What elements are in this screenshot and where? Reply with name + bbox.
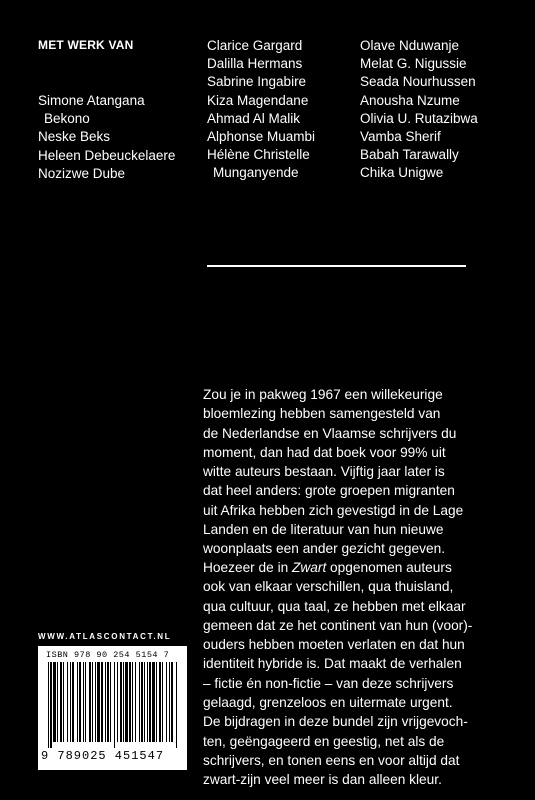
- blurb-line: gemeen dat ze het continent van hun (voor)-: [203, 617, 473, 633]
- author-name-continued: Munganyende: [213, 165, 299, 181]
- barcode-bar: [171, 662, 173, 742]
- barcode-bar: [72, 662, 74, 742]
- author-name: Neske Beks: [38, 129, 111, 145]
- blurb-line: woonplaats een ander gezicht gegeven.: [203, 541, 445, 557]
- barcode-bar: [53, 662, 56, 742]
- blurb-line: identiteit hybride is. Dat maakt de verhalen: [203, 656, 462, 672]
- blurb-line: zwart-zijn veel meer is dan alleen kleur.: [203, 772, 442, 788]
- barcode-bar: [117, 662, 118, 742]
- barcode-bar: [89, 662, 91, 742]
- barcode-bar: [135, 662, 136, 742]
- blurb-line: qua cultuur, qua taal, ze hebben met elkaar: [203, 598, 466, 614]
- author-name: Olave Nduwanje: [360, 38, 460, 53]
- blurb-line: moment, dan had dat boek voor 99% uit: [203, 444, 446, 460]
- barcode-bar: [48, 662, 49, 748]
- barcode-bar: [120, 662, 122, 742]
- authors-column-2: [207, 37, 315, 183]
- blurb-line: dat heel anders: grote groepen migranten: [203, 483, 455, 499]
- barcode-bar: [70, 662, 71, 742]
- blurb-paragraph-1: [203, 385, 478, 559]
- blurb-text: Hoezeer de in: [203, 560, 293, 575]
- barcode-block: [38, 646, 187, 770]
- barcode-bar: [107, 662, 109, 742]
- barcode-bar: [141, 662, 143, 742]
- barcode-bar: [129, 662, 131, 742]
- barcode-bar: [79, 662, 81, 742]
- author-name: Simone Atangana: [38, 93, 145, 108]
- author-name: Babah Tarawally: [360, 147, 459, 163]
- author-name: Kiza Magendane: [207, 92, 309, 108]
- barcode-bar: [162, 662, 163, 742]
- blurb-text: opgenomen auteurs: [326, 560, 452, 575]
- barcode-bar: [132, 662, 133, 742]
- author-name-continued: Bekono: [44, 111, 90, 127]
- blurb-line: – fictie én non-fictie – van deze schrijvers: [203, 675, 454, 691]
- barcode-bar: [63, 662, 64, 742]
- barcode-bar: [114, 662, 115, 748]
- blurb-line: ook van elkaar verschillen, qua thuisland,: [203, 579, 454, 595]
- blurb-line: Zou je in pakweg 1967 een willekeurige: [203, 387, 443, 402]
- barcode-bar: [97, 662, 100, 742]
- divider-rule: [207, 265, 466, 267]
- blurb-line: De bijdragen in deze bundel zijn vrijgevoch-: [203, 714, 468, 730]
- barcode-bar: [169, 662, 170, 742]
- barcode-bar: [123, 662, 124, 742]
- author-name: Melat G. Nigussie: [360, 56, 467, 72]
- barcode-bar: [159, 662, 161, 742]
- author-name: Anousha Nzume: [360, 92, 460, 108]
- blurb-line: witte auteurs bestaan. Vijftig jaar later is: [203, 464, 445, 480]
- blurb-line: ten, geëngageerd en geestig, net als de: [203, 733, 445, 749]
- isbn-number: 9 789025 451547: [41, 749, 165, 763]
- barcode-bar: [166, 662, 167, 742]
- barcode-bar: [95, 662, 96, 742]
- blurb-line: bloemlezing hebben samengesteld van: [203, 406, 441, 422]
- author-name: Heleen Debeuckelaere: [38, 147, 176, 163]
- author-name: Clarice Gargard: [207, 38, 303, 53]
- barcode-bar: [77, 662, 78, 742]
- barcode-bar: [85, 662, 86, 742]
- author-name: Dalilla Hermans: [207, 56, 303, 72]
- author-name: Ahmad Al Malik: [207, 110, 301, 126]
- barcode-icon: [46, 662, 179, 748]
- barcode-bar: [152, 662, 155, 742]
- publisher-website-link[interactable]: WWW.ATLASCONTACT.NL: [38, 632, 172, 641]
- barcode-bar: [105, 662, 106, 742]
- barcode-bar: [101, 662, 103, 742]
- blurb-paragraph-2-first-line: [203, 558, 478, 577]
- blurb-line: uit Afrika hebben zich gevestigd in de Lage: [203, 502, 464, 518]
- isbn-label: ISBN 978 90 254 5154 7: [46, 650, 170, 660]
- barcode-bar: [60, 662, 62, 742]
- barcode-bar: [110, 662, 111, 742]
- author-name: Vamba Sherif: [360, 129, 441, 145]
- author-name: Olivia U. Rutazibwa: [360, 110, 478, 126]
- blurb-paragraph-2: [203, 558, 478, 790]
- blurb-line: gelaagd, grenzeloos en uitermate urgent.: [203, 695, 453, 711]
- barcode-bar: [83, 662, 84, 742]
- barcode-bar: [57, 662, 58, 742]
- barcode-bar: [144, 662, 145, 742]
- barcode-bar: [176, 662, 177, 748]
- blurb-line: Landen en de literatuur van hun nieuwe: [203, 522, 444, 538]
- barcode-bar: [92, 662, 93, 742]
- contributors-heading: MET WERK VAN: [38, 38, 134, 52]
- authors-column-3: [360, 37, 478, 183]
- barcode-bar: [149, 662, 151, 742]
- author-name: Alphonse Muambi: [207, 129, 316, 145]
- author-name: Hélène Christelle: [207, 147, 310, 163]
- book-title-italic: Zwart: [292, 560, 327, 575]
- barcode-bar: [147, 662, 148, 742]
- author-name: Chika Unigwe: [360, 165, 444, 181]
- authors-column-1: [38, 92, 175, 183]
- blurb-line: de Nederlandse en Vlaamse schrijvers du: [203, 425, 457, 441]
- barcode-bar: [139, 662, 140, 742]
- author-name: Sabrine Ingabire: [207, 74, 307, 90]
- author-name: Seada Nourhussen: [360, 74, 476, 90]
- barcode-bar: [156, 662, 157, 742]
- barcode-bar: [50, 662, 52, 748]
- author-name: Nozizwe Dube: [38, 165, 126, 181]
- barcode-bar: [67, 662, 68, 742]
- barcode-bar: [125, 662, 128, 742]
- blurb-line: schrijvers, en tonen eens en voor altijd dat: [203, 752, 460, 768]
- blurb-line: ouders hebben moeten verlaten en dat hun: [203, 637, 465, 653]
